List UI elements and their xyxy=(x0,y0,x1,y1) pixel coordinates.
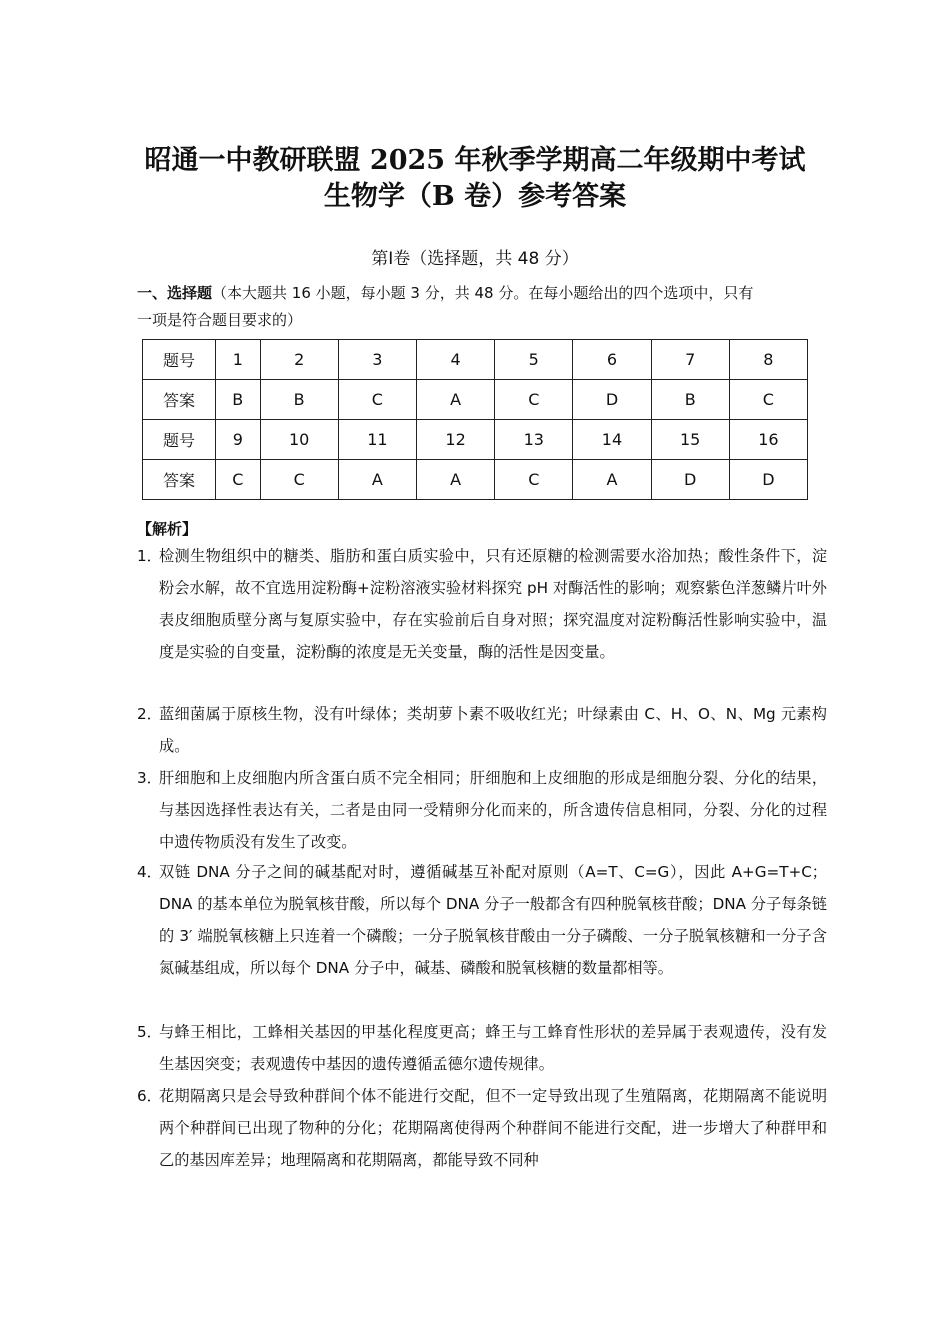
table-row xyxy=(143,380,808,420)
section-heading: 一、选择题 xyxy=(137,284,213,302)
table-cell: D xyxy=(573,380,651,420)
answer-table xyxy=(142,339,808,500)
table-cell: 13 xyxy=(495,420,573,460)
analysis-item-4 xyxy=(137,856,827,984)
table-cell: A xyxy=(416,460,494,500)
table-cell: 15 xyxy=(651,420,729,460)
analysis-item-2 xyxy=(137,698,827,762)
table-cell: 16 xyxy=(729,420,807,460)
item-number: 2． xyxy=(137,705,162,723)
row-label: 答案 xyxy=(143,380,216,420)
table-cell: C xyxy=(260,460,338,500)
table-cell: C xyxy=(495,380,573,420)
table-cell: C xyxy=(729,380,807,420)
section-title: 第Ⅰ卷（选择题，共 48 分） xyxy=(371,249,579,269)
analysis-item-6 xyxy=(137,1080,827,1176)
table-cell: D xyxy=(729,460,807,500)
table-row xyxy=(143,420,808,460)
table-row xyxy=(143,340,808,380)
analysis-item-3 xyxy=(137,762,827,858)
analysis-item-1 xyxy=(137,540,827,668)
table-cell: B xyxy=(260,380,338,420)
table-cell: 14 xyxy=(573,420,651,460)
table-cell: 7 xyxy=(651,340,729,380)
table-cell: C xyxy=(338,380,416,420)
table-cell: D xyxy=(651,460,729,500)
item-number: 1． xyxy=(137,547,162,565)
item-number: 6． xyxy=(137,1087,162,1105)
row-label: 题号 xyxy=(143,420,216,460)
section-instructions xyxy=(137,280,827,306)
row-label: 题号 xyxy=(143,340,216,380)
page-title: 昭通一中教研联盟 2025 年秋季学期高二年级期中考试 xyxy=(144,145,806,176)
table-row xyxy=(143,460,808,500)
table-cell: 2 xyxy=(260,340,338,380)
item-text: 与蜂王相比，工蜂相关基因的甲基化程度更高；蜂王与工蜂育性形状的差异属于表观遗传，没有发生基因突变；表观遗传中基因的遗传遵循孟德尔遗传规律。 xyxy=(159,1023,827,1073)
table-cell: 10 xyxy=(260,420,338,460)
table-cell: 9 xyxy=(216,420,261,460)
instructions-continued: 一项是符合题目要求的） xyxy=(137,311,303,329)
table-cell: A xyxy=(338,460,416,500)
row-label: 答案 xyxy=(143,460,216,500)
item-text: 蓝细菌属于原核生物，没有叶绿体；类胡萝卜素不吸收红光；叶绿素由 C、H、O、N、Mg 元素构成。 xyxy=(159,705,827,755)
table-cell: 3 xyxy=(338,340,416,380)
table-cell: 6 xyxy=(573,340,651,380)
table-cell: C xyxy=(495,460,573,500)
table-cell: 12 xyxy=(416,420,494,460)
item-number: 5． xyxy=(137,1023,162,1041)
table-cell: B xyxy=(651,380,729,420)
item-number: 4． xyxy=(137,863,162,881)
item-text: 花期隔离只是会导致种群间个体不能进行交配，但不一定导致出现了生殖隔离，花期隔离不能说明两个种群间已出现了物种的分化；花期隔离使得两个种群间不能进行交配，进一步增大了种群甲和乙的基因库差异；地理隔离和花期隔离，都能导致不同种 xyxy=(159,1087,827,1169)
table-cell: B xyxy=(216,380,261,420)
analysis-heading: 【解析】 xyxy=(137,520,198,538)
instructions-text: （本大题共 16 小题，每小题 3 分，共 48 分。在每小题给出的四个选项中，只有 xyxy=(212,284,754,302)
item-text: 双链 DNA 分子之间的碱基配对时，遵循碱基互补配对原则（A=T、C=G），因此 A+G=T+C；DNA 的基本单位为脱氧核苷酸，所以每个 DNA 分子一般都含有四种脱氧核苷酸；DNA 分子每条链的 3′ 端脱氧核糖上只连着一个磷酸；一分子脱氧核苷酸由一分子磷酸、一分子脱氧核糖和一分子含氮碱基组成，所以每个 DNA 分子中，碱基、磷酸和脱氧核糖的数量都相等。 xyxy=(159,863,827,977)
table-cell: 11 xyxy=(338,420,416,460)
table-cell: 5 xyxy=(495,340,573,380)
item-text: 肝细胞和上皮细胞内所含蛋白质不完全相同；肝细胞和上皮细胞的形成是细胞分裂、分化的结果，与基因选择性表达有关，二者是由同一受精卵分化而来的，所含遗传信息相同，分裂、分化的过程中遗传物质没有发生了改变。 xyxy=(159,769,827,851)
table-cell: 8 xyxy=(729,340,807,380)
analysis-item-5 xyxy=(137,1016,827,1080)
page-subtitle: 生物学（B 卷）参考答案 xyxy=(323,181,627,212)
table-cell: 1 xyxy=(216,340,261,380)
table-cell: A xyxy=(416,380,494,420)
table-cell: 4 xyxy=(416,340,494,380)
table-cell: A xyxy=(573,460,651,500)
item-text: 检测生物组织中的糖类、脂肪和蛋白质实验中，只有还原糖的检测需要水浴加热；酸性条件下，淀粉会水解，故不宜选用淀粉酶+淀粉溶液实验材料探究 pH 对酶活性的影响；观察紫色洋葱鳞片叶外表皮细胞质壁分离与复原实验中，存在实验前后自身对照；探究温度对淀粉酶活性影响实验中，温度是实验的自变量，淀粉酶的浓度是无关变量，酶的活性是因变量。 xyxy=(159,547,827,661)
table-cell: C xyxy=(216,460,261,500)
item-number: 3． xyxy=(137,769,162,787)
